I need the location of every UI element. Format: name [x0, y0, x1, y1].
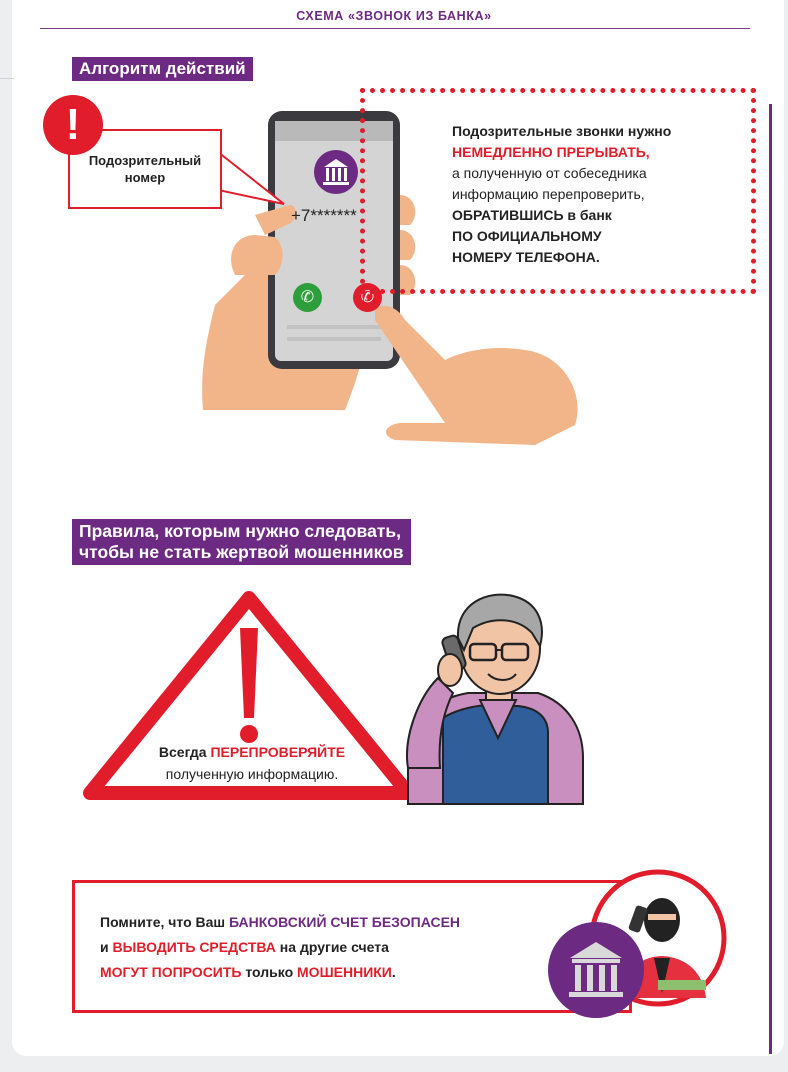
reminder-text-part: только	[241, 964, 298, 980]
phone-number: +7*******	[291, 206, 357, 225]
warning-text-part: Всегда	[158, 744, 211, 760]
reminder-text-part: и	[100, 939, 113, 955]
instructions-line: Подозрительные звонки нужно	[452, 123, 672, 139]
reminder-text-part: на другие счета	[275, 939, 389, 955]
senior-on-phone-illustration	[398, 588, 588, 804]
vertical-divider	[769, 104, 772, 1054]
reminder-text-highlight: БАНКОВСКИЙ СЧЕТ БЕЗОПАСЕН	[228, 914, 461, 930]
instructions-line: НЕМЕДЛЕННО ПРЕРЫВАТЬ,	[452, 144, 650, 160]
reminder-text-part: Помните, что Ваш	[100, 914, 229, 930]
warning-text-line: полученную информацию.	[165, 766, 339, 782]
reminder-text	[100, 910, 460, 985]
section-title-line: Правила, которым нужно следовать,	[79, 521, 401, 541]
warning-text-highlight: ПЕРЕПРОВЕРЯЙТЕ	[210, 744, 346, 760]
instructions-line: информацию перепроверить,	[452, 186, 645, 202]
suspicious-number-callout: Подозрительный номер	[68, 129, 222, 209]
accept-call-icon[interactable]: ✆	[293, 283, 322, 312]
header-divider	[40, 28, 750, 29]
warning-text	[114, 741, 390, 785]
divider	[0, 78, 14, 79]
reminder-text-highlight: МОГУТ ПОПРОСИТЬ	[100, 964, 242, 980]
page-header: СХЕМА «ЗВОНОК ИЗ БАНКА»	[296, 9, 492, 23]
bank-icon	[314, 150, 358, 194]
section-title-line: чтобы не стать жертвой мошенников	[79, 542, 404, 562]
alert-pointer	[218, 150, 288, 210]
reminder-text-part: .	[391, 964, 396, 980]
instructions-line: НОМЕРУ ТЕЛЕФОНА.	[452, 249, 600, 265]
exclamation-icon: !	[43, 95, 103, 155]
reminder-text-highlight: ВЫВОДИТЬ СРЕДСТВА	[112, 939, 276, 955]
instructions-line: ОБРАТИВШИСЬ в банк	[452, 207, 612, 223]
section-title-algorithm: Алгоритм действий	[72, 57, 253, 81]
instructions-text	[452, 121, 671, 268]
reminder-text-highlight: МОШЕННИКИ	[297, 964, 392, 980]
instructions-line: ПО ОФИЦИАЛЬНОМУ	[452, 228, 602, 244]
instructions-line: а полученную от собеседника	[452, 165, 647, 181]
decline-call-icon[interactable]: ✆	[353, 283, 382, 312]
bank-icon	[548, 922, 644, 1018]
section-title-rules	[72, 519, 411, 565]
